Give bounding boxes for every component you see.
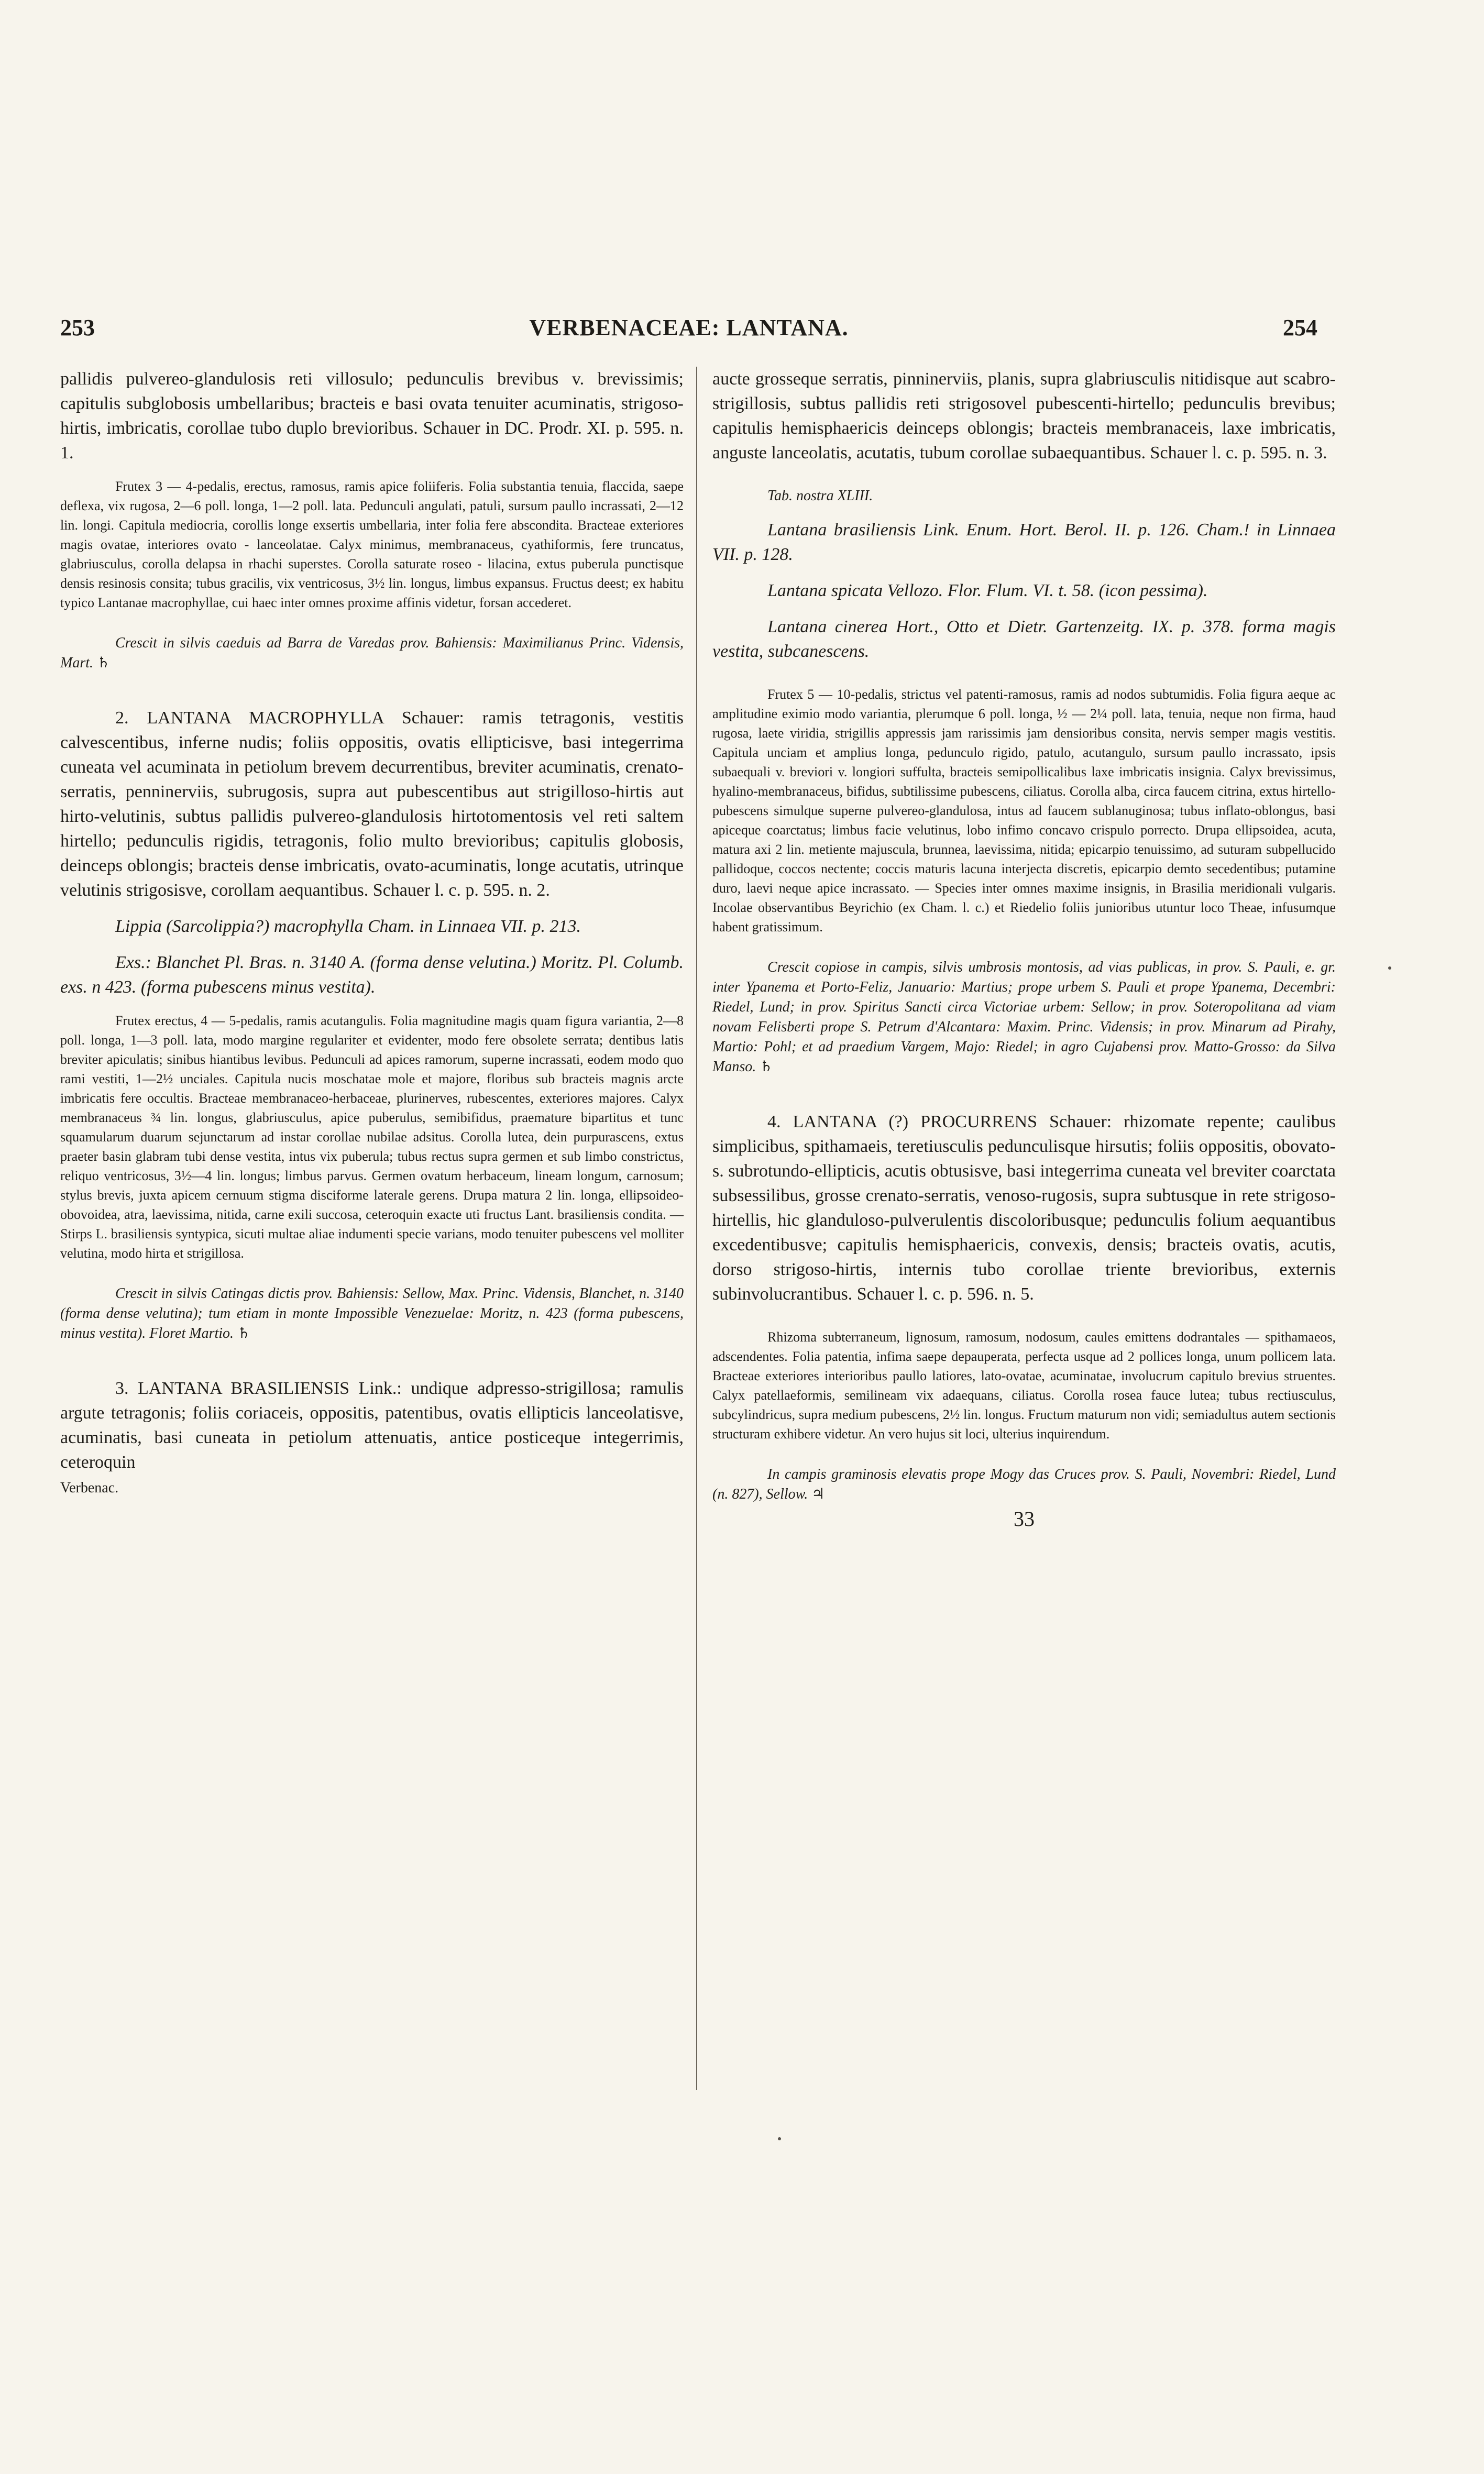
diagnosis-continued: aucte grosseque serratis, pinninerviis, planis, supra glabriusculis nitidisque aut scabro-strigillosis, subtus pallidis reti strigosovel pubescenti-hirtello; pedunculis brevibus; capitulis hemisphaericis deinceps oblongis; bracteis membranaceis, laxe imbricatis, anguste lanceolatis, acutatis, tubum corollae subaequantibus. Schauer l. c. p. 595. n. 3. (712, 369, 1336, 463)
exsiccatae-citation: Exs.: Blanchet Pl. Bras. n. 3140 A. (forma dense velutina.) Moritz. Pl. Columb. exs. n 423. (forma pubescens minus vestita). (60, 953, 684, 997)
page-number-right: 254 (1283, 315, 1317, 340)
catchword: Verbenac. (60, 1480, 119, 1496)
synonym-citation: Lantana brasiliensis Link. Enum. Hort. Berol. II. p. 126. Cham.! in Linnaea VII. p. 128. (712, 520, 1336, 564)
habitat-note: In campis graminosis elevatis prope Mogy das Cruces prov. S. Pauli, Novembri: Riedel, Lund (n. 827), Sellow. ♃ (712, 1466, 1336, 1502)
habitat-note: Crescit copiose in campis, silvis umbrosis montosis, ad vias publicas, in prov. S. Pauli, e. gr. inter Ypanema et Porto-Feliz, Januario: Martius; prope urbem S. Pauli et prope Ypanema, Decembri: Riedel, Lund; in prov. Spiritus Sancti circa Victoriae urbem: Sellow; in prov. Soteropolitana ad viam novam Felisberti prope S. Petrum d'Alcantara: Maxim. Princ. Vidensis; in prov. Minarum ad Pirahy, Martio: Pohl; et ad praedium Vargem, Majo: Riedel; in agro Cujabensi prov. Matto-Grosso: da Silva Manso. ♄ (712, 959, 1336, 1075)
synonym-citation: Lantana cinerea Hort., Otto et Dietr. Gartenzeitg. IX. p. 378. forma magis vestita, subcanescens. (712, 617, 1336, 661)
species-heading-procurrens: 4. LANTANA (?) PROCURRENS Schauer: rhizomate repente; caulibus simplicibus, spithamaeis, teretiusculis pedunculisque hirsutis; foliis oppositis, obovato- s. subrotundo-ellipticis, acutis obtusisve, basi integerrima cuneata vel breviter coarctata subsessilibus, grosse crenato-serratis, venoso-rugosis, supra subtusque in rete strigoso-hirtellis, hic glanduloso-pulverulentis discoloribusque; pedunculis folium aequantibus excedentibusve; capitulis hemisphaericis, convexis, densis; bracteis ovatis, acutis, dorso strigoso-hirtis, internis tubo corollae triente brevioribus, externis subinvolucrantibus. Schauer l. c. p. 596. n. 5. (712, 1112, 1336, 1304)
plate-reference: Tab. nostra XLIII. (767, 488, 873, 504)
synonym-citation: Lippia (Sarcolippia?) macrophylla Cham. in Linnaea VII. p. 213. (115, 917, 581, 936)
habitat-note: Crescit in silvis caeduis ad Barra de Varedas prov. Bahiensis: Maximilianus Princ. Vidensis, Mart. ♄ (60, 635, 684, 671)
print-speck (778, 2137, 781, 2140)
diagnosis-continued: pallidis pulvereo-glandulosis reti villosulo; pedunculis brevibus v. brevissimis; capitulis subglobosis umbellaribus; bracteis e basi ovata tenuiter acuminatis, strigoso-hirtis, imbricatis, corollae tubo duplo brevioribus. Schauer in DC. Prodr. XI. p. 595. n. 1. (60, 369, 684, 463)
print-speck (1388, 966, 1391, 970)
species-heading-brasiliensis: 3. LANTANA BRASILIENSIS Link.: undique adpresso-strigillosa; ramulis argute tetragonis; foliis coriaceis, oppositis, patentibus, ovatis ellipticis lanceolatisve, acuminatis, basi cuneata in petiolum attenuatis, antice posticeque integerrimis, ceteroquin (60, 1379, 684, 1472)
running-title: VERBENACEAE: LANTANA. (529, 315, 849, 340)
page-number-left: 253 (60, 315, 95, 340)
synonym-citation: Lantana spicata Vellozo. Flor. Flum. VI. t. 58. (icon pessima). (767, 581, 1208, 600)
description-paragraph: Frutex 5 — 10-pedalis, strictus vel patenti-ramosus, ramis ad nodos subtumidis. Folia figura aeque ac amplitudine eximio modo variantia, plerumque 6 poll. longa, ½ — 2¼ poll. lata, tenuia, neque non firma, haud rugosa, laete viridia, strigillis appressis jam rarissimis jam densioribus consita, nervis semper magis vestitis. Capitula unciam et amplius longa, pedunculo rigido, patulo, acutangulo, sursum paullo incrassato, ipsis subaequali v. breviori v. longiori suffulta, bracteis semipollicalibus laxe imbricatis insignia. Calyx brevissimus, hyalino-membranaceus, bifidus, subtilissime pubescens, ciliatus. Corolla alba, circa faucem citrina, extus hirtello-pubescens simulque superne pulvereo-glandulosa, intus ad faucem sublanuginosa; tubus inflato-oblongus, basi apiceque coarctatus; limbus facie velutinus, lobo infimo concavo crispulo porrecto. Drupa ellipsoidea, acuta, matura axi 2 lin. metiente majuscula, brunnea, laevissima, nitida; epicarpio tenuissimo, ad suturam subpellucido pallidoque, coccos nectente; coccis maturis lacuna interjecta discretis, epicarpio demto secedentibus; putamine duro, laevi neque apice incrassato. — Species inter omnes maxime insignis, in Brasilia meridionali vulgaris. Incolae observantibus Beyrichio (ex Cham. l. c.) et Riedelio foliis junioribus utuntur loco Theae, infusumque habent gratissimum. (712, 687, 1336, 934)
description-paragraph: Rhizoma subterraneum, lignosum, ramosum, nodosum, caules emittens dodrantales — spithamaeos, adscendentes. Folia patentia, infima saepe depauperata, perfecta usque ad 2 pollices longa, unum pollicem lata. Bracteae exteriores interioribus paullo latiores, lato-ovatae, acuminatae, involucrum capitulo brevius struentes. Calyx patellaeformis, semilineam vix adaequans, ciliatus. Corolla rosea fauce lutea; tubus rectiusculus, subcylindricus, supra medium pubescens, 2½ lin. longus. Fructum maturum non vidi; semiadultus autem sectionis structuram exhibere videtur. An vero hujus sit loci, ulterius inquirendum. (712, 1329, 1336, 1442)
page-header (60, 314, 1317, 351)
description-paragraph: Frutex erectus, 4 — 5-pedalis, ramis acutangulis. Folia magnitudine magis quam figura variantia, 2—8 poll. longa, 1—3 poll. lata, modo margine regulariter et evidenter, modo fere obsolete serrata; dentibus latis breviter apiculatis; sinibus hiantibus levibus. Pedunculi ad apices ramorum, superne incrassati, eodem modo quo rami vestiti, 1—2½ unciales. Capitula nucis moschatae mole et majore, floribus sub bracteis magnis arcte imbricatis fere occultis. Bracteae membranaceo-herbaceae, plurinerves, rubescentes, exteriores majores. Calyx membranaceus ¾ lin. longus, glabriusculus, apice puberulus, semibifidus, praemature bipartitus et tunc squamularum duarum sejunctarum ad instar corollae nubilae adsitus. Corolla lutea, dein purpurascens, extus praeter basin glabram tubi dense vestita, intus vix puberula; tubus rectus supra germen et sub limbo constrictus, reliquo ventricosus, 3½—4 lin. longus; limbus parvus. Germen ovatum herbaceum, lineam longum, carnosum; stylus brevis, juxta apicem cernuum stigma disciforme laterale gerens. Drupa matura 2 lin. longa, ellipsoideo-obovoidea, atra, laevissima, nitida, carne exili succosa, ceteroquin exacte uti fructus Lant. brasiliensis condita. — Stirps L. brasiliensis syntypica, sicuti multae aliae indumenti specie varians, modo tenuiter pubescens vel molliter velutina, modo hirta et strigillosa. (60, 1013, 684, 1261)
column-divider (696, 367, 697, 2090)
habitat-note: Crescit in silvis Catingas dictis prov. Bahiensis: Sellow, Max. Princ. Vidensis, Blanchet, n. 3140 (forma dense velutina); tum etiam in monte Impossible Venezuelae: Moritz, n. 423 (forma pubescens, minus vestita). Floret Martio. ♄ (60, 1285, 684, 1342)
species-heading-macrophylla: 2. LANTANA MACROPHYLLA Schauer: ramis tetragonis, vestitis calvescentibus, inferne nudis; foliis oppositis, ovatis ellipticisve, basi integerrima cuneata vel acuminata in petiolum brevem decurrentibus, breviter acuminatis, crenato-serratis, penninerviis, subrugosis, supra aut pubescentibus aut strigilloso-hirtis aut hirto-velutinis, subtus pallidis pulvereo-glandulosis hirtotomentosis vel reti saltem hirtello; pedunculis rigidis, tetragonis, folio multo brevioribus; capitulis globosis, deinceps oblongis; bracteis dense imbricatis, ovato-acuminatis, longe acutatis, utrinque velutinis strigosisve, corollam aequantibus. Schauer l. c. p. 595. n. 2. (60, 708, 684, 900)
signature-mark: 33 (1014, 1507, 1035, 1531)
right-column (712, 367, 1336, 1531)
left-column (60, 367, 684, 1499)
description-paragraph: Frutex 3 — 4-pedalis, erectus, ramosus, ramis apice foliiferis. Folia substantia tenuia, flaccida, saepe deflexa, vix rugosa, 2—6 poll. longa, 1—2 poll. lata. Pedunculi angulati, patuli, sursum paullo incrassati, 2—12 lin. longi. Capitula mediocria, corollis longe exsertis umbellaria, inter folia fere abscondita. Bracteae exteriores magis ovatae, interiores ovato - lanceolatae. Calyx minimus, membranaceus, cyathiformis, fere truncatus, glabriusculus, corolla delapsa in rhachi superstes. Corolla saturate roseo - lilacina, extus puberula punctisque densis resinosis consita; tubus gracilis, vix ventricosus, 3½ lin. longus, limbus expansus. Fructus deest; ex habitu typico Lantanae macrophyllae, cui haec inter omnes proxime affinis videtur, forsan accederet. (60, 479, 684, 610)
